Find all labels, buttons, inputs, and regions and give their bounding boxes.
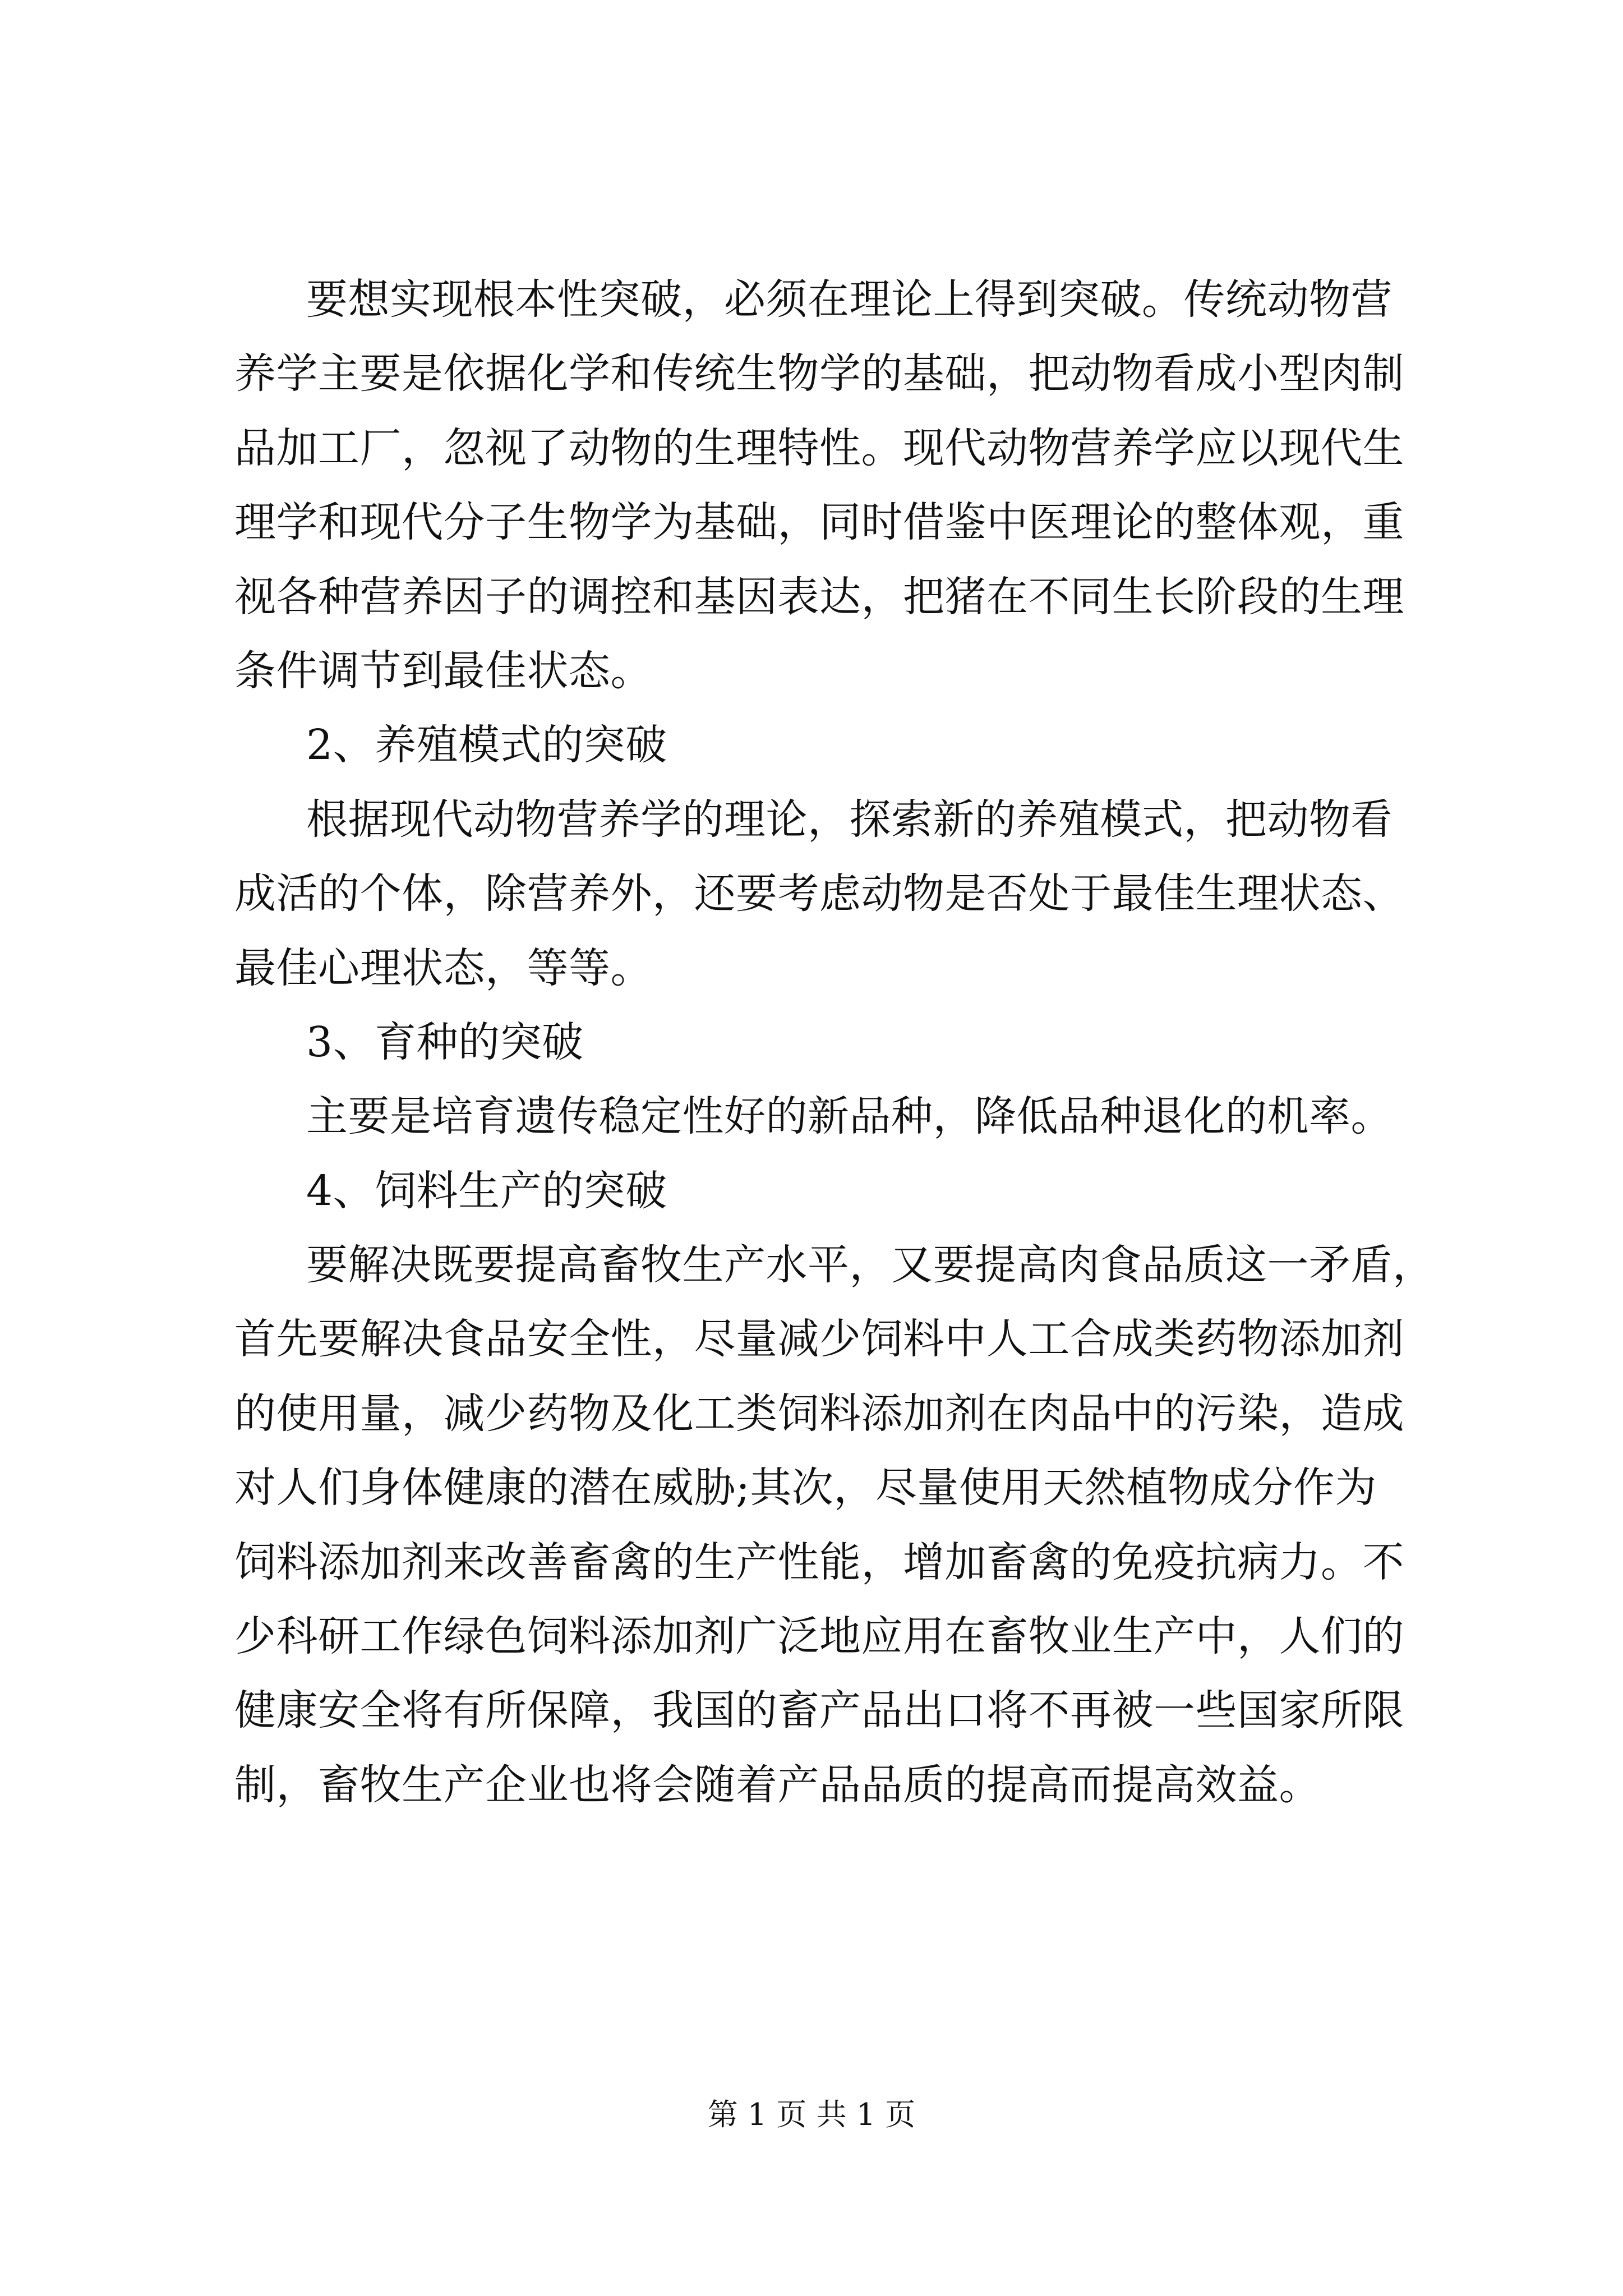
page-footer: 第 1 页 共 1 页 (707, 2097, 916, 2132)
text-line: 成活的个体，除营养外，还要考虑动物是否处于最佳生理状态、 (234, 869, 1404, 918)
text-line: 要解决既要提高畜牧生产水平，又要提高肉食品质这一矛盾， (306, 1241, 1435, 1290)
text-line: 视各种营养因子的调控和基因表达，把猪在不同生长阶段的生理 (234, 572, 1404, 621)
text-line: 首先要解决食品安全性，尽量减少饲料中人工合成类药物添加剂 (234, 1315, 1404, 1364)
text-line: 理学和现代分子生物学为基础，同时借鉴中医理论的整体观，重 (234, 498, 1404, 547)
text-line: 健康安全将有所保障，我国的畜产品出口将不再被一些国家所限 (234, 1686, 1404, 1735)
text-line: 条件调节到最佳状态。 (234, 646, 652, 695)
text-line: 4、饲料生产的突破 (306, 1166, 667, 1215)
text-line: 3、育种的突破 (306, 1018, 584, 1066)
text-line: 要想实现根本性突破，必须在理论上得到突破。传统动物营 (306, 275, 1393, 324)
text-line: 主要是培育遗传稳定性好的新品种，降低品种退化的机率。 (306, 1092, 1393, 1141)
text-line: 少科研工作绿色饲料添加剂广泛地应用在畜牧业生产中，人们的 (234, 1612, 1404, 1661)
text-line: 的使用量，减少药物及化工类饲料添加剂在肉品中的污染，造成 (234, 1389, 1404, 1438)
text-line: 养学主要是依据化学和传统生物学的基础，把动物看成小型肉制 (234, 349, 1404, 398)
text-line: 制，畜牧生产企业也将会随着产品品质的提高而提高效益。 (234, 1760, 1321, 1809)
text-line: 根据现代动物营养学的理论，探索新的养殖模式，把动物看 (306, 795, 1393, 844)
text-line: 饲料添加剂来改善畜禽的生产性能，增加畜禽的免疫抗病力。不 (234, 1538, 1404, 1586)
document-body (234, 263, 1435, 1822)
text-line: 2、养殖模式的突破 (306, 721, 667, 770)
text-line: 对人们身体健康的潜在威胁;其次，尽量使用天然植物成分作为 (234, 1464, 1377, 1512)
text-line: 品加工厂，忽视了动物的生理特性。现代动物营养学应以现代生 (234, 424, 1404, 472)
text-line: 最佳心理状态，等等。 (234, 944, 652, 992)
